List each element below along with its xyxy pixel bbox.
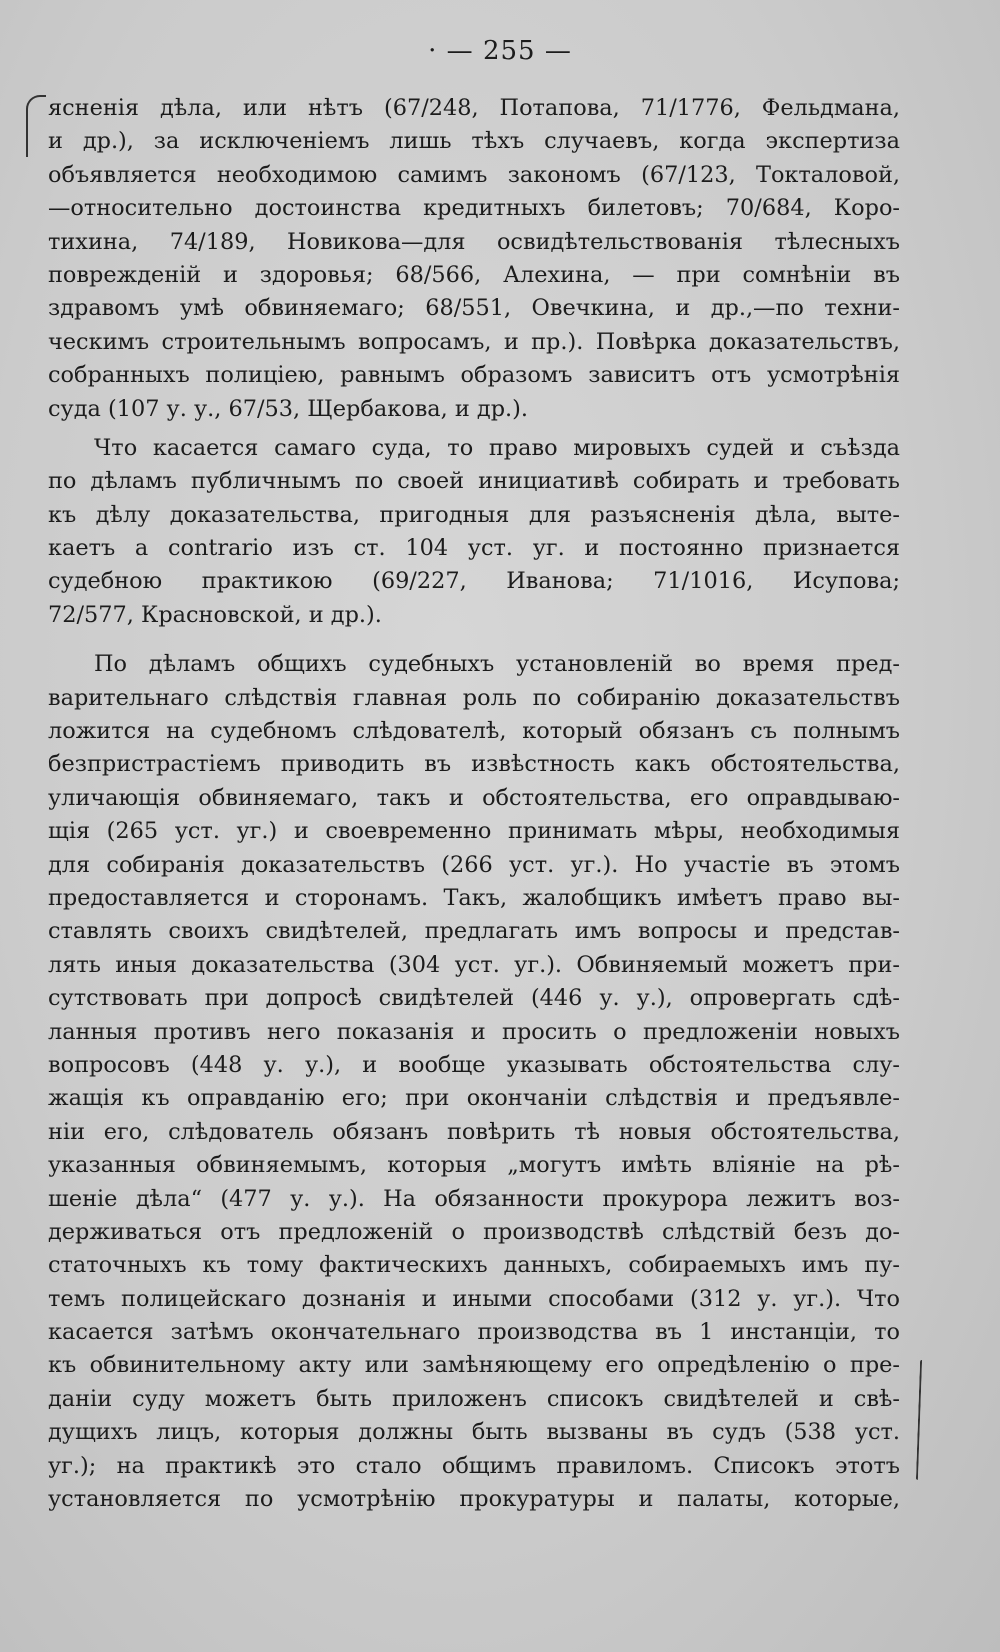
text-line: ставлять своихъ свидѣтелей, предлагать имъ вопросы и представ-	[48, 918, 900, 945]
text-line: тихина, 74/189, Новикова—для освидѣтельствованія тѣлесныхъ	[48, 228, 900, 255]
page-number: · — 255 —	[428, 36, 572, 66]
text-line: безпристрастіемъ приводить въ извѣстность какъ обстоятельства,	[48, 751, 900, 778]
text-line: указанныя обвиняемымъ, которыя „могутъ имѣть вліяніе на рѣ-	[48, 1152, 900, 1179]
text-line: —относительно достоинства кредитныхъ билетовъ; 70/684, Коро-	[48, 195, 900, 222]
text-line: каетъ a contrario изъ ст. 104 уст. уг. и постоянно признается	[48, 535, 900, 562]
text-line: ніи его, слѣдователь обязанъ повѣрить тѣ новыя обстоятельства,	[48, 1118, 900, 1145]
text-line: касается затѣмъ окончательнаго производства въ 1 инстанціи, то	[48, 1319, 900, 1346]
text-line: ложится на судебномъ слѣдователѣ, который обязанъ съ полнымъ	[48, 718, 900, 745]
text-line: вопросовъ (448 у. у.), и вообще указывать обстоятельства слу-	[48, 1051, 900, 1078]
text-line: держиваться отъ предложеній о производствѣ слѣдствій безъ до-	[48, 1218, 900, 1245]
text-line: ческимъ строительнымъ вопросамъ, и пр.). Повѣрка доказательствъ,	[48, 328, 900, 355]
text-line: предоставляется и сторонамъ. Такъ, жалобщикъ имѣетъ право вы-	[48, 884, 900, 911]
text-line: ясненія дѣла, или нѣтъ (67/248, Потапова, 71/1776, Фельдмана,	[48, 95, 900, 121]
text-line: по дѣламъ публичнымъ по своей инициативѣ собирать и требовать	[48, 468, 900, 495]
text-line: дущихъ лицъ, которыя должны быть вызваны въ судъ (538 уст.	[48, 1419, 900, 1446]
text-line: щія (265 уст. уг.) и своевременно принимать мѣры, необходимыя	[48, 818, 900, 845]
text-line: здравомъ умѣ обвиняемаго; 68/551, Овечкина, и др.,—по техни-	[48, 295, 900, 322]
text-line: даніи суду можетъ быть приложенъ списокъ свидѣтелей и свѣ-	[48, 1385, 900, 1412]
text-line: объявляется необходимою самимъ закономъ (67/123, Токталовой,	[48, 161, 900, 188]
paragraph-2	[48, 432, 900, 632]
text-line: статочныхъ къ тому фактическихъ данныхъ, собираемыхъ имъ пу-	[48, 1252, 900, 1279]
text-line: ланныя противъ него показанія и просить о предложеніи новыхъ	[48, 1018, 900, 1045]
paragraph-3	[48, 648, 900, 1516]
text-line: жащія къ оправданію его; при окончаніи слѣдствія и предъявле-	[48, 1085, 900, 1112]
text-line: суда (107 у. у., 67/53, Щербакова, и др.).	[48, 395, 529, 422]
text-line: и др.), за исключеніемъ лишь тѣхъ случаевъ, когда экспертиза	[48, 128, 900, 155]
text-line: къ дѣлу доказательства, пригодныя для разъясненія дѣла, выте-	[48, 501, 900, 528]
text-line: уличающія обвиняемаго, такъ и обстоятельства, его оправдываю-	[48, 784, 900, 811]
text-line: темъ полицейскаго дознанія и иными способами (312 у. уг.). Что	[48, 1285, 900, 1312]
text-line: уг.); на практикѣ это стало общимъ правиломъ. Списокъ этотъ	[48, 1452, 900, 1479]
text-line: установляется по усмотрѣнію прокуратуры и палаты, которые,	[48, 1486, 900, 1513]
body-text	[48, 92, 900, 1516]
text-line: шеніе дѣла“ (477 у. у.). На обязанности прокурора лежитъ воз-	[48, 1185, 900, 1212]
text-line: Что касается самаго суда, то право мировыхъ судей и съѣзда	[94, 434, 900, 461]
text-line: сутствовать при допросѣ свидѣтелей (446 у. у.), опровергать сдѣ-	[48, 985, 900, 1012]
text-line: къ обвинительному акту или замѣняющему его опредѣленію о пре-	[48, 1352, 900, 1379]
text-line: лять иныя доказательства (304 уст. уг.). Обвиняемый можетъ при-	[48, 951, 900, 978]
text-line: собранныхъ полиціею, равнымъ образомъ зависитъ отъ усмотрѣнія	[48, 362, 900, 389]
text-line: По дѣламъ общихъ судебныхъ установленій во время пред-	[94, 651, 900, 678]
text-line: 72/577, Красновской, и др.).	[48, 601, 382, 628]
pencil-margin-mark	[916, 1360, 924, 1480]
text-line: для собиранія доказательствъ (266 уст. уг.). Но участіе въ этомъ	[48, 851, 900, 878]
pencil-bracket-mark	[26, 95, 46, 157]
text-line: поврежденій и здоровья; 68/566, Алехина, — при сомнѣніи въ	[48, 261, 900, 288]
text-line: судебною практикою (69/227, Иванова; 71/1016, Исупова;	[48, 568, 900, 595]
text-line: варительнаго слѣдствія главная роль по собиранію доказательствъ	[48, 684, 900, 711]
paragraph-1	[48, 92, 900, 426]
